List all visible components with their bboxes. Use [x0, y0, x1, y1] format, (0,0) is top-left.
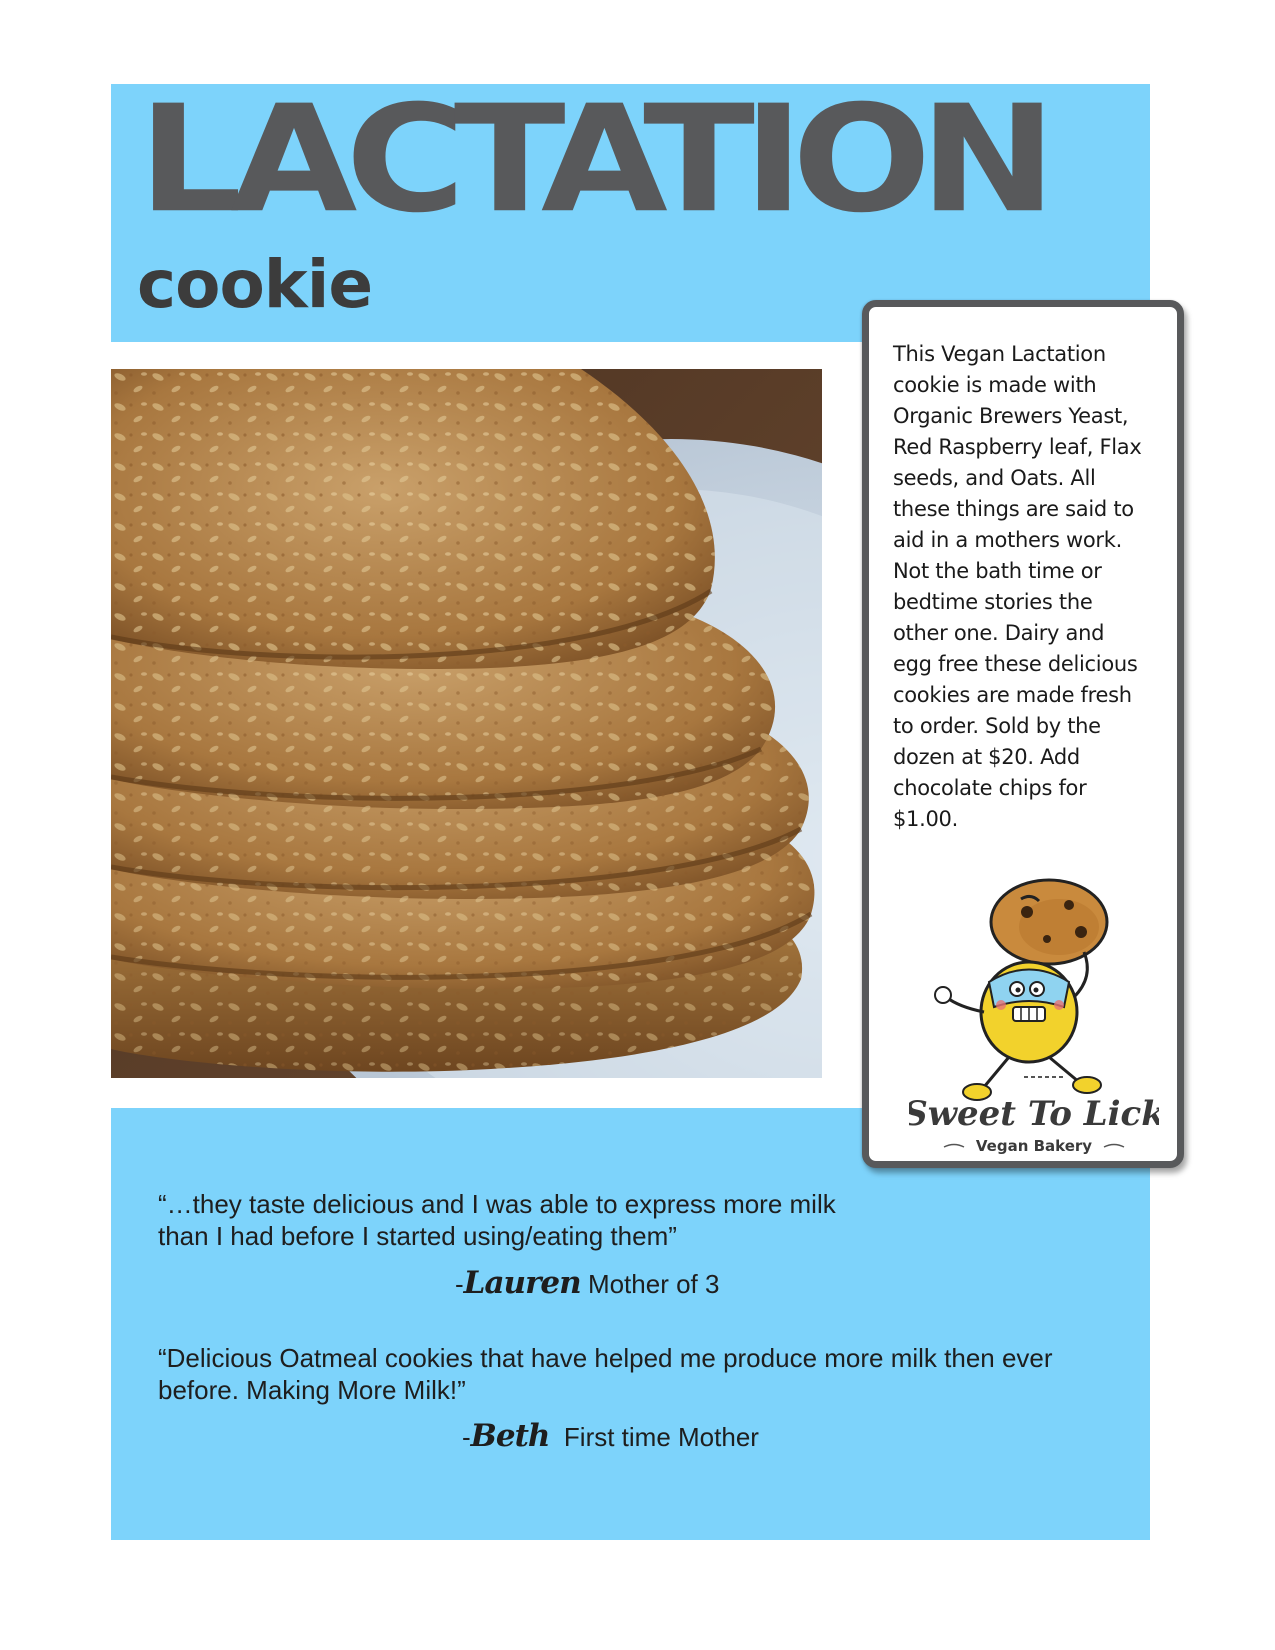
testimonial-role: First time Mother: [563, 1422, 759, 1452]
testimonial-band: [111, 1108, 1150, 1540]
attribution-dash: -: [455, 1269, 464, 1299]
testimonial-quote-2: “Delicious Oatmeal cookies that have helped me produce more milk then ever before. Making More Milk!”: [158, 1343, 1053, 1405]
testimonial-quote-1: “…they taste delicious and I was able to express more milk than I had before I started using/eating them”: [158, 1189, 836, 1251]
product-description: This Vegan Lactation cookie is made with Organic Brewers Yeast, Red Raspberry leaf, Flax seeds, and Oats. All these things are said to aid in a mothers work. Not the bath time or bedtime stories the other one. Dairy and egg free these delicious cookies are made fresh to order. Sold by the dozen at $20. Add chocolate chips for $1.00.: [893, 342, 1142, 831]
testimonial-role: Mother of 3: [587, 1269, 720, 1299]
cookie-stack-illustration: [111, 369, 822, 1078]
testimonial-attribution-2: [462, 1418, 759, 1454]
testimonial-author: Beth: [470, 1418, 550, 1454]
testimonial-author: Lauren: [463, 1265, 581, 1301]
cookie-stack-photo: [111, 369, 822, 1078]
page-title: LACTATION: [138, 73, 1045, 246]
logo-wordmark: Sweet To Lick: [909, 1094, 1159, 1134]
testimonial-attribution-1: [455, 1265, 719, 1301]
logo-tagline: Vegan Bakery: [975, 1137, 1093, 1155]
page-subtitle: cookie: [137, 246, 373, 323]
product-info-card: [862, 300, 1184, 1168]
cookie-mascot-icon: [909, 877, 1159, 1157]
attribution-dash: -: [462, 1422, 471, 1452]
bakery-logo: [909, 877, 1159, 1157]
